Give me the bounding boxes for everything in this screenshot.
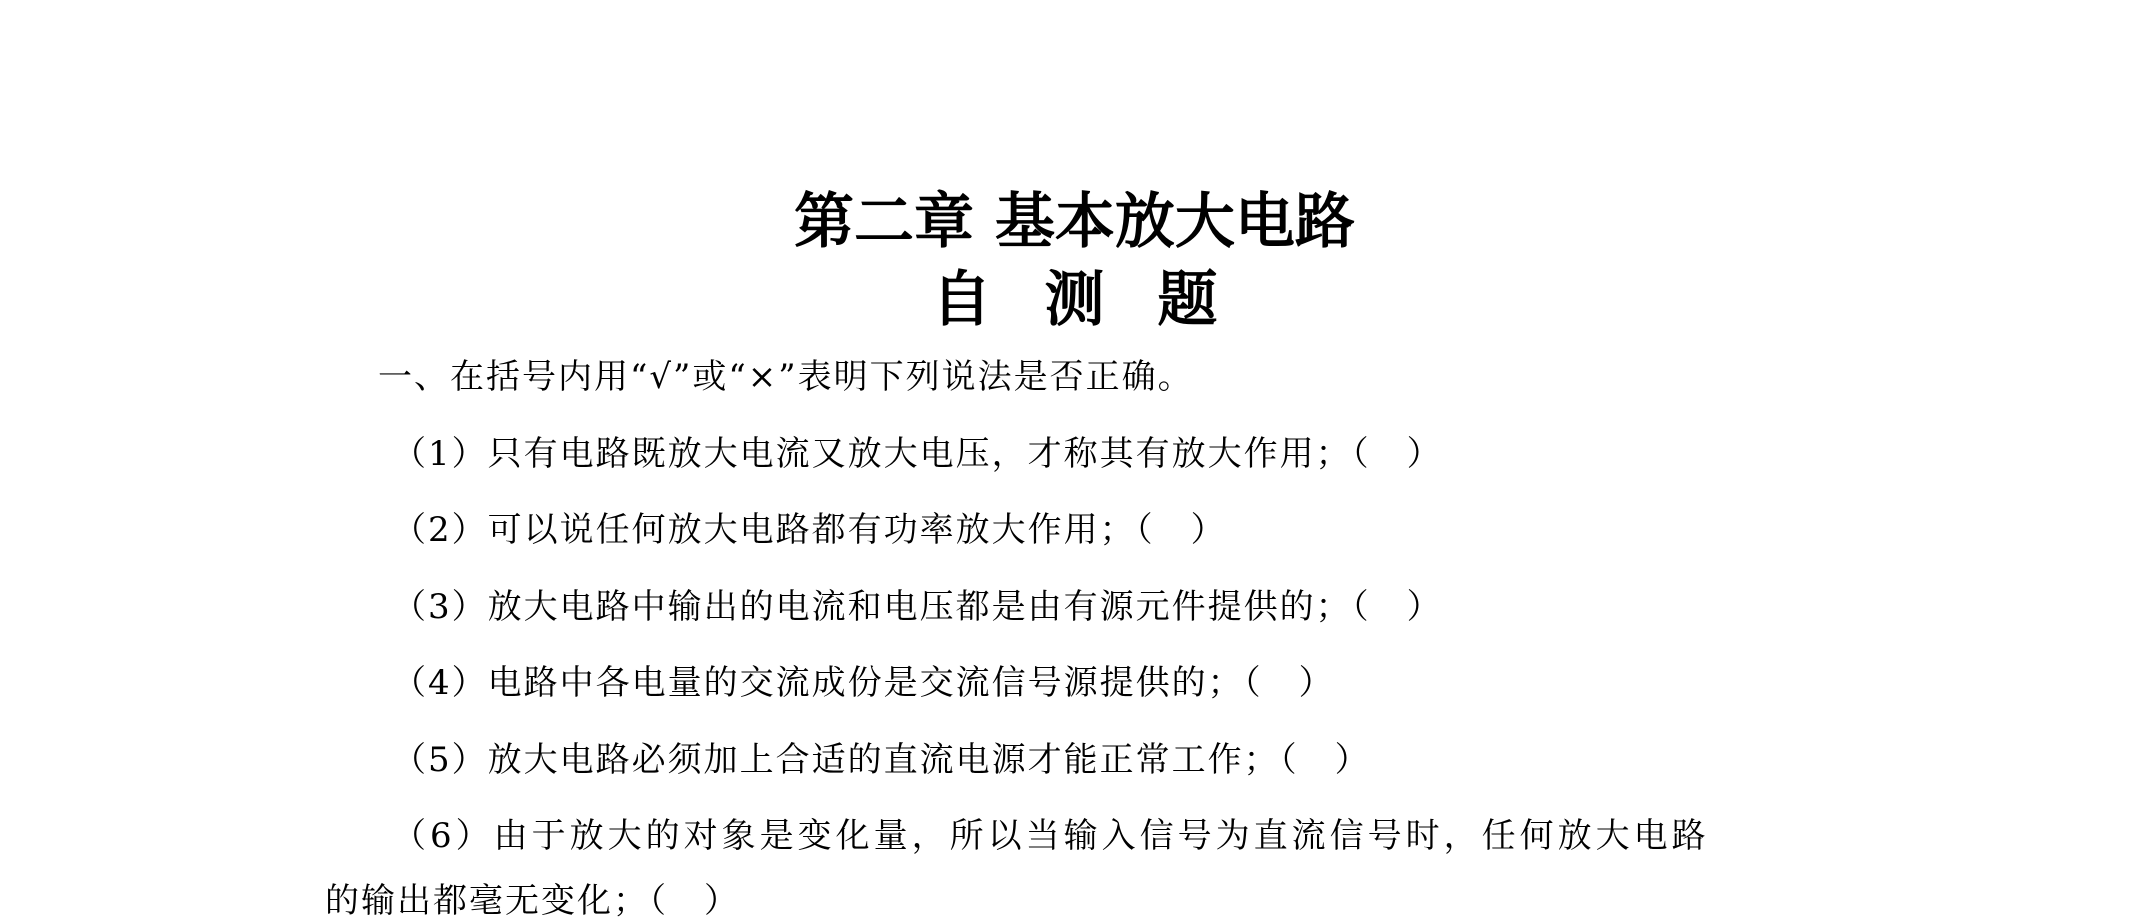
question-item: （3）放大电路中输出的电流和电压都是由有源元件提供的；（ ） <box>392 587 1443 627</box>
section-heading: 一、在括号内用“√”或“×”表明下列说法是否正确。 <box>378 357 1194 397</box>
question-continuation: 的输出都毫无变化；（ ） <box>325 881 740 921</box>
subtitle: 自 测 题 <box>931 265 1234 335</box>
question-item: （6）由于放大的对象是变化量，所以当输入信号为直流信号时，任何放大电路 <box>392 816 1710 856</box>
question-item: （5）放大电路必须加上合适的直流电源才能正常工作；（ ） <box>392 740 1371 780</box>
question-item: （4）电路中各电量的交流成份是交流信号源提供的；（ ） <box>392 663 1335 703</box>
question-item: （1）只有电路既放大电流又放大电压，才称其有放大作用；（ ） <box>392 434 1443 474</box>
chapter-title: 第二章 基本放大电路 <box>794 187 1355 257</box>
question-item: （2）可以说任何放大电路都有功率放大作用；（ ） <box>392 510 1227 550</box>
